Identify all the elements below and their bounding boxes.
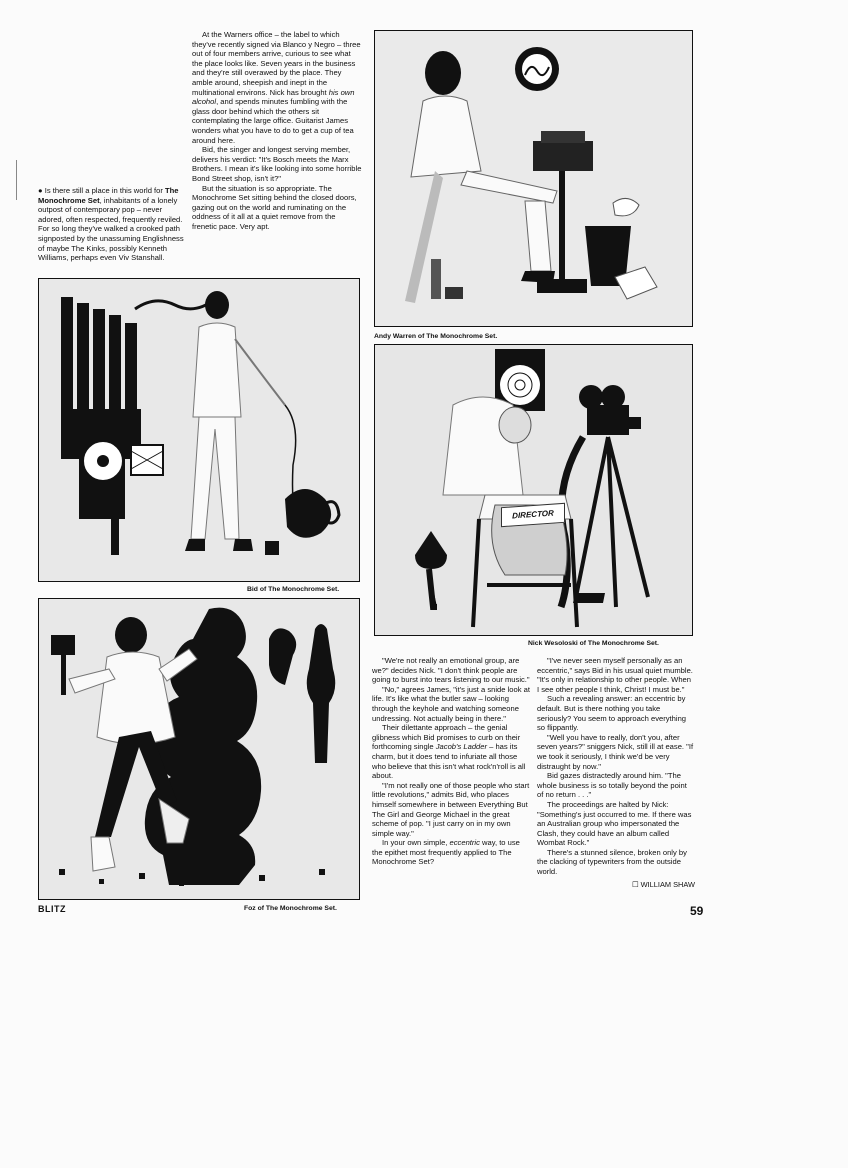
photo-bid <box>38 278 360 582</box>
article-paragraph: But the situation is so appropriate. The Monochrome Set sitting behind the closed doors, gazing out on the world and ruminating on the oddness of it all at a quiet remove from the frenetic pace. Very apt. <box>192 183 357 231</box>
article-paragraph <box>372 838 530 867</box>
article-paragraph: Bid, the singer and longest serving member, delivers his verdict: "It's Bosch meets the Marx Brothers. I mean it's like looking into some horrible Bond Street shop, isn't it?" <box>192 145 362 183</box>
article-column-top <box>192 30 362 231</box>
article-paragraph: "We're not really an emotional group, are we?" decides Nick. "I don't think people are going to burst into tears listening to our music." <box>372 656 530 685</box>
intro-band-name: The Monochrome Set <box>38 186 179 205</box>
text-run: way, to use the epithet most frequently applied to The Monochrome Set? <box>372 838 520 867</box>
byline: ☐ WILLIAM SHAW <box>631 879 695 889</box>
article-paragraph: "No," agrees James, "it's just a snide look at life. It's like what the butler saw – looking through the keyhole and watching someone undressing. Not actually being in there." <box>372 684 530 723</box>
article-paragraph: Bid gazes distractedly around him. "The whole business is so totally beyond the point of no return . . ." <box>537 771 687 800</box>
article-paragraph: "Well you have to really, don't you, after seven years?" sniggers Nick, still ill at ease. "If we took it seriously, I think we'd be very distraught by now." <box>537 732 694 771</box>
magazine-name: BLITZ <box>38 904 66 914</box>
article-paragraph <box>372 723 530 781</box>
article-paragraph <box>192 30 362 145</box>
intro-lead: Is there still a place in this world for <box>44 186 166 195</box>
intro-paragraph <box>38 186 188 263</box>
caption-bid: Bid of The Monochrome Set. <box>247 586 340 593</box>
text-run: , and spends minutes fumbling with the glass door behind which the others sit contemplating the large office. Guitarist James wonders what you have to do to get a cup of tea around here. <box>192 97 354 145</box>
article-column-middle <box>372 656 530 867</box>
article-column-right <box>537 656 695 889</box>
text-run-italic: eccentric <box>449 838 480 848</box>
article-paragraph: Such a revealing answer: an eccentric by default. But is there nothing you take seriously? You seem to approach everything so flippantly. <box>537 694 687 733</box>
caption-foz: Foz of The Monochrome Set. <box>244 905 337 912</box>
article-paragraph: The proceedings are halted by Nick: "Something's just occurred to me. If there was an Australian group who impersonated the Clash, they could have an album called Wombat Rock." <box>537 799 692 848</box>
article-paragraph: "I've never seen myself personally as an eccentric," says Bid in his usual quiet mumble. "It's only in relationship to other people. When I see other people I think, Christ! I must be." <box>537 656 693 694</box>
bullet-icon: ● <box>38 186 43 195</box>
text-run: – has its charm, but it does tend to infuriate all those who believe that this isn't what rock'n'roll is all about. <box>372 742 526 781</box>
text-run: In your own simple, <box>382 838 450 848</box>
photo-nick <box>374 344 693 636</box>
photo-andy-warren <box>374 30 693 327</box>
page-number: 59 <box>690 904 704 918</box>
caption-nick: Nick Wesoloski of The Monochrome Set. <box>528 640 659 647</box>
article-paragraph: "I'm not really one of those people who start little revolutions," admits Bid, who places himself somewhere in between Everything But The Girl and George Michael in the great scheme of pop. "I just carry on in my own simple way." <box>372 780 530 838</box>
text-run-italic: his own alcohol <box>192 87 355 107</box>
text-run: At the Warners office – the label to which they've recently signed via Blanco y Negro – three out of four members arrive, curious to see what the place looks like. Seven years in the business and they're still overawed by the place. They amble around, sheepish and inept in the multinational environs. Nick has brought <box>192 30 361 97</box>
intro-rest: , inhabitants of a lonely outpost of contemporary pop – never adored, often respected, frequently reviled. For so long they've walked a crooked path signposted by the unassuming Englishness of maybe The Kinks, possibly Kenneth Williams, perhaps even Viv Stanshall. <box>38 195 184 263</box>
photo-foz <box>38 598 360 900</box>
caption-andy: Andy Warren of The Monochrome Set. <box>374 333 498 340</box>
article-paragraph: There's a stunned silence, broken only by the clacking of typewriters from the outside world. <box>537 847 687 877</box>
director-sign: DIRECTOR <box>501 503 565 527</box>
text-run-italic: Jacob's Ladder <box>435 742 488 752</box>
scan-edge-mark <box>16 160 17 200</box>
text-run: Their dilettante approach – the genial glibness which Bid promises to curb on their forthcoming single <box>372 723 521 752</box>
